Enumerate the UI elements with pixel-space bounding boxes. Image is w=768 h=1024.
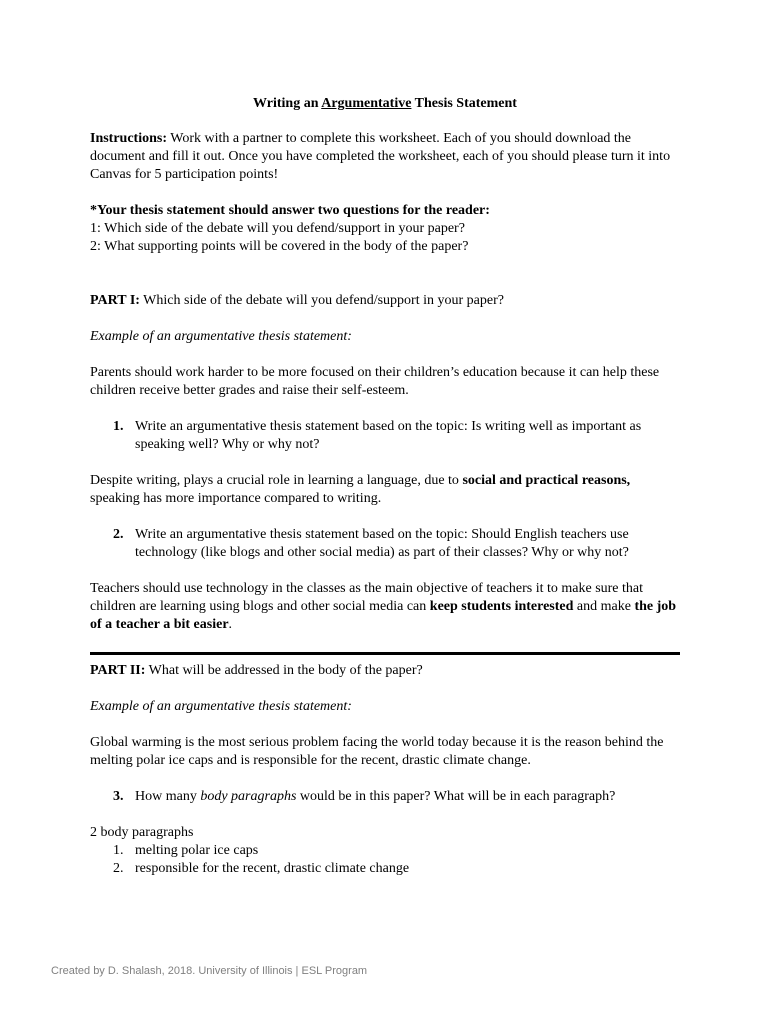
page-title: Writing an Argumentative Thesis Statement xyxy=(253,96,517,111)
question-3: 3. How many body paragraphs would be in this paper? What will be in each paragraph? xyxy=(113,789,616,804)
thesis-question-2: 2: What supporting points will be covered in the body of the paper? xyxy=(90,239,469,254)
part-1-heading: PART I: Which side of the debate will you defend/support in your paper? xyxy=(90,293,504,308)
answer-3-list xyxy=(90,842,680,878)
thesis-note xyxy=(90,202,680,256)
answer-2: Teachers should use technology in the classes as the main objective of teachers it to make sure that children are learning using blogs and other social media can keep students interested and make the job of a teacher a bit easier. xyxy=(90,581,677,632)
page-footer: Created by D. Shalash, 2018. University of Illinois | ESL Program xyxy=(51,965,368,977)
list-item: 1. melting polar ice caps xyxy=(113,843,259,858)
question-1-text: Write an argumentative thesis statement based on the topic: Is writing well as important as speaking well? Why or why not? xyxy=(135,419,642,452)
question-1 xyxy=(90,418,680,454)
part-1-example-label: Example of an argumentative thesis statement: xyxy=(90,329,352,344)
part-2-heading: PART II: What will be addressed in the body of the paper? xyxy=(90,663,423,678)
part-1-example: Parents should work harder to be more focused on their children’s education because it can help these children receive better grades and raise their self-esteem. xyxy=(90,365,660,398)
answer-3-heading: 2 body paragraphs xyxy=(90,825,194,840)
question-2 xyxy=(90,526,680,562)
part-2-example-label: Example of an argumentative thesis statement: xyxy=(90,699,352,714)
answer-3 xyxy=(90,824,680,878)
answer-1: Despite writing, plays a crucial role in learning a language, due to social and practical reasons, speaking has more importance compared to writing. xyxy=(90,473,631,506)
section-divider xyxy=(90,652,680,655)
question-3-number: 3. xyxy=(113,789,124,804)
question-2-number: 2. xyxy=(113,527,124,542)
title-underlined-word: Argumentative xyxy=(321,96,412,111)
part-2-example: Global warming is the most serious problem facing the world today because it is the reason behind the melting polar ice caps and is responsible for the recent, drastic climate change. xyxy=(90,735,664,768)
list-item: 2. responsible for the recent, drastic climate change xyxy=(113,861,410,876)
worksheet-page xyxy=(90,95,680,878)
thesis-note-heading: *Your thesis statement should answer two questions for the reader: xyxy=(90,203,490,218)
question-2-text: Write an argumentative thesis statement based on the topic: Should English teachers use technology (like blogs and other social media) as part of their classes? Why or why not? xyxy=(135,527,629,560)
instructions: Instructions: Work with a partner to complete this worksheet. Each of you should download the document and fill it out. Once you have completed the worksheet, each of you should please turn it into Canvas for 5 participation points! xyxy=(90,131,671,182)
thesis-question-1: 1: Which side of the debate will you defend/support in your paper? xyxy=(90,221,465,236)
question-1-number: 1. xyxy=(113,419,124,434)
instructions-label: Instructions: xyxy=(90,131,168,146)
